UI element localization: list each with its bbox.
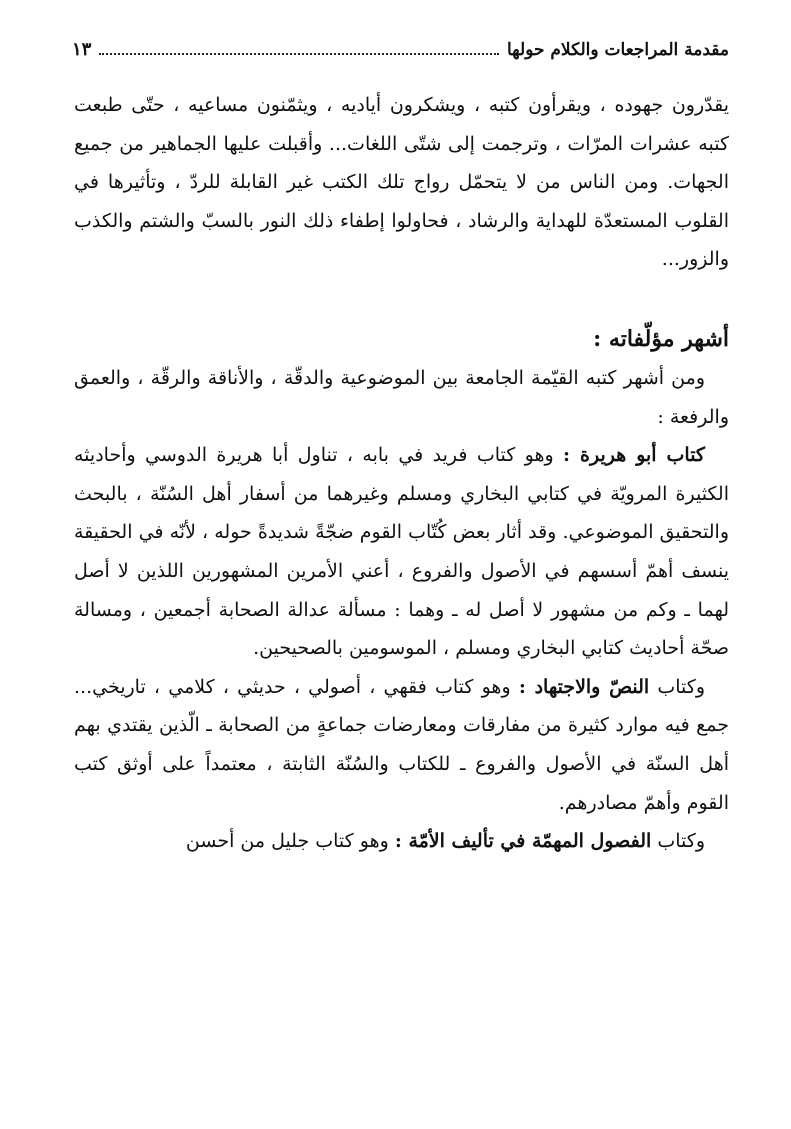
paragraph-intro: ومن أشهر كتبه القيّمة الجامعة بين الموضوعية والدقّة ، والأناقة والرقّة ، والعمق والرفعة :: [74, 366, 729, 428]
paragraph-abu-hurayra: [74, 436, 729, 668]
paragraph-text: وهو كتاب فريد في بابه ، تناول أبا هريرة الدوسي وأحاديثه الكثيرة المرويّة في كتابي البخاري ومسلم وغيرهما من أسفار أهل السُنّة ، بالبحث والتحقيق الموضوعي. وقد أثار بعض كُتّاب القوم ضجّةً شديدةً حوله ، لأنّه في الحقيقة ينسف أهمّ أسسهم في الأصول والفروع ، أعني الأمرين المشهورين اللذين لا أصل لهما ـ وكم من مشهور لا أصل له ـ وهما : مسألة عدالة الصحابة أجمعين ، ومسالة صحّة أحاديث كتابي البخاري ومسلم ، الموسومين بالصحيحين.: [74, 444, 729, 660]
paragraph-text: وهو كتاب جليل من أحسن: [185, 830, 395, 853]
paragraph-prefix: وكتاب: [651, 830, 705, 853]
book-title-abu-hurayra: كتاب أبو هريرة :: [563, 444, 705, 467]
running-header: [72, 32, 729, 60]
book-title-fusul: الفصول المهمّة في تأليف الأمّة :: [394, 830, 652, 853]
paragraph-text: وهو كتاب فقهي ، أصولي ، حديثي ، كلامي ، تاريخي... جمع فيه موارد كثيرة من مفارقات ومعارضات جماعةٍ من الصحابة ـ الّذين يقتدي بهم أهل السنّة في الأصول والفروع ـ للكتاب والسُنّة الثابتة ، معتمداً على أوثق كتب القوم وأهمّ مصادرهم.: [74, 675, 729, 814]
paragraph-fusul: [74, 822, 729, 861]
page-body: [74, 86, 729, 861]
page-number: ١٣: [72, 39, 92, 60]
paragraph-continuation: يقدّرون جهوده ، ويقرأون كتبه ، ويشكرون أياديه ، ويثمّنون مساعيه ، حتّى طبعت كتبه عشرات المرّات ، وترجمت إلى شتّى اللغات... وأقبلت عليها الجماهير من جميع الجهات. ومن الناس من لا يتحمّل رواج تلك الكتب غير القابلة للردّ ، وتأثيرها في القلوب المستعدّة للهداية والرشاد ، فحاولوا إطفاء ذلك النور بالسبّ والشتم والكذب والزور...: [74, 94, 729, 271]
paragraph-prefix: وكتاب: [649, 675, 705, 698]
section-heading: أشهر مؤلّفاته :: [593, 325, 729, 352]
paragraph-nass-ijtihad: [74, 668, 729, 822]
header-dot-leader: [99, 52, 499, 55]
book-title-nass-ijtihad: النصّ والاجتهاد :: [518, 675, 650, 698]
header-title: مقدمة المراجعات والكلام حولها: [507, 40, 729, 60]
